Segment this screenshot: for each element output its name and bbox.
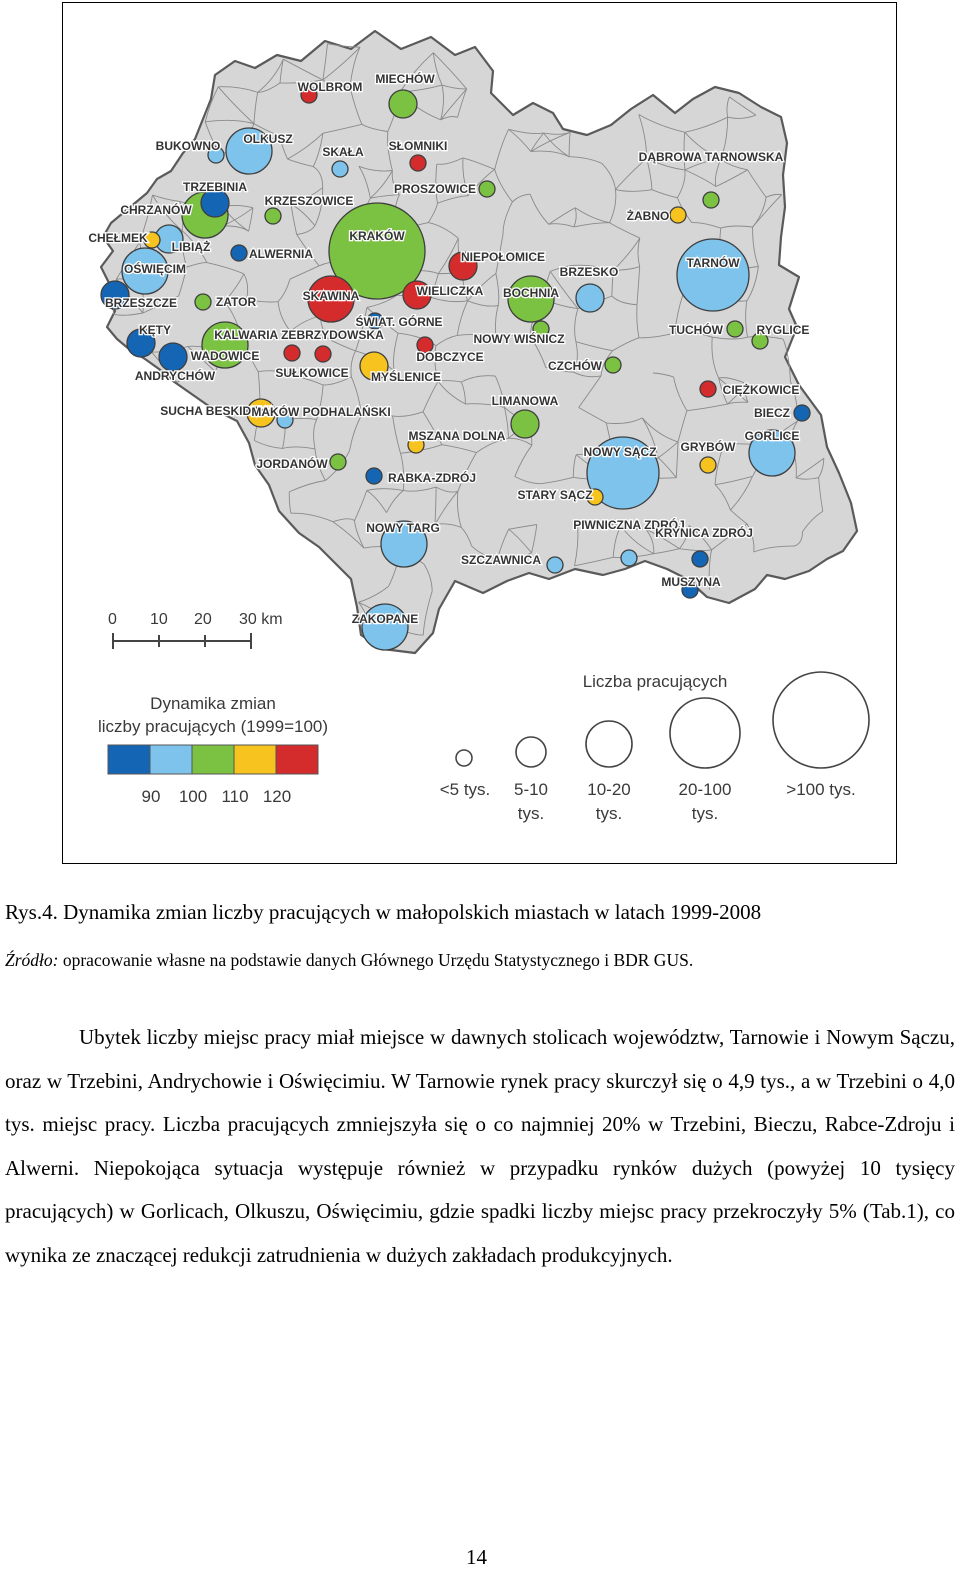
town-label: KRYNICA ZDRÓJ (655, 526, 753, 540)
town-label: MYŚLENICE (370, 370, 442, 384)
legend-size-title: Liczba pracujących (582, 672, 728, 691)
town-label: LIBIĄŻ (171, 240, 211, 254)
legend-change-swatch (234, 745, 276, 774)
town-label: PROSZOWICE (393, 182, 477, 196)
town-label: ŚWIAT. GÓRNE (355, 315, 443, 329)
town-label: OŚWIĘCIM (124, 262, 186, 276)
town-marker (605, 357, 621, 373)
town-label: KRAKÓW (349, 229, 405, 243)
town-label: DĄBROWA TARNOWSKA (638, 150, 784, 164)
town-label: GORLICE (744, 429, 800, 443)
town-label: MUSZYNA (661, 575, 721, 589)
town-label: BIECZ (754, 406, 790, 420)
town-marker (366, 468, 382, 484)
legend-change-swatch (108, 745, 150, 774)
town-marker (677, 239, 749, 311)
town-label: WADOWICE (190, 349, 260, 363)
scale-tick-label: 30 km (239, 611, 283, 628)
town-label: CIĘŻKOWICE (722, 383, 800, 397)
source-text: opracowanie własne na podstawie danych Głównego Urzędu Statystycznego i BDR GUS. (58, 950, 694, 970)
town-label: SŁOMNIKI (388, 139, 448, 153)
town-label: TRZEBINIA (183, 180, 247, 194)
town-label: ANDRYCHÓW (134, 369, 216, 383)
town-marker (700, 457, 716, 473)
town-label: MIECHÓW (375, 72, 435, 86)
town-label: CHRZANÓW (120, 203, 192, 217)
town-label: ŻABNO (626, 209, 670, 223)
town-marker (159, 343, 187, 371)
town-marker (195, 294, 211, 310)
town-label: SUŁKOWICE (275, 366, 349, 380)
legend-change-tick: 100 (178, 787, 208, 806)
figure-source (5, 950, 693, 971)
town-label: SKAWINA (302, 289, 360, 303)
town-label: ZATOR (215, 295, 257, 309)
town-label: GRYBÓW (680, 440, 736, 454)
legend-size-label: >100 tys. (786, 780, 856, 799)
town-label: TUCHÓW (669, 323, 723, 337)
town-marker (621, 550, 637, 566)
town-label: RYGLICE (756, 323, 810, 337)
town-label: TARNÓW (686, 256, 740, 270)
legend-size-label-unit: tys. (517, 804, 545, 823)
legend-change-title: Dynamika zmian (150, 694, 276, 713)
town-marker (670, 207, 686, 223)
legend-size-label: <5 tys. (439, 780, 491, 799)
town-label: SKAŁA (322, 145, 364, 159)
scale-bar (108, 611, 283, 649)
town-label: ZAKOPANE (351, 612, 419, 626)
town-marker (700, 381, 716, 397)
legend-size-label-unit: tys. (595, 804, 623, 823)
legend-size-label: 10-20 (587, 780, 631, 799)
town-marker (231, 245, 247, 261)
body-paragraph-text: Ubytek liczby miejsc pracy miał miejsce w dawnych stolicach województw, Tarnowie i Nowym Sączu, oraz w Trzebini, Andrychowie i Oświęcimiu. W Tarnowie rynek pracy skurczył się o 4,9 tys., a w Trzebini o 4,0 tys. miejsc pracy. Liczba pracujących zmniejszyła się o co najmniej 20% w Trzebini, Bieczu, Rabce-Zdroju i Alwerni. Niepokojąca sytuacja występuje również w przypadku rynków dużych (powyżej 10 tysięcy pracujących) w Gorlicach, Olkuszu, Oświęcimiu, gdzie spadki liczby miejsc pracy przekroczyły 5% (Tab.1), co wynika ze znaczącej redukcji zatrudnienia w dużych zakładach produkcyjnych. (5, 1025, 955, 1267)
scale-tick-label: 10 (150, 611, 168, 628)
legend-change-tick: 120 (262, 787, 292, 806)
town-label: SZCZAWNICA (461, 553, 541, 567)
town-label: OLKUSZ (243, 132, 293, 146)
legend-size-circle (670, 698, 740, 768)
town-label: WIELICZKA (416, 284, 484, 298)
town-marker (727, 321, 743, 337)
legend-change (98, 694, 328, 806)
legend-size-label: 5-10 (513, 780, 549, 799)
legend-size-circle (773, 672, 869, 768)
legend-change-swatch (276, 745, 318, 774)
town-label: KRZESZOWICE (264, 194, 354, 208)
town-label: LIMANOWA (491, 394, 559, 408)
map-svg (63, 3, 897, 864)
town-marker (315, 346, 331, 362)
town-label: MAKÓW PODHALAŃSKI (251, 405, 391, 419)
scale-tick-label: 20 (194, 611, 212, 628)
figure-caption: Rys.4. Dynamika zmian liczby pracujących w małopolskich miastach w latach 1999-2008 (5, 900, 762, 924)
town-label: DOBCZYCE (416, 350, 484, 364)
town-label: KĘTY (138, 323, 172, 337)
town-marker (265, 208, 281, 224)
map-figure (62, 2, 897, 864)
legend-size-circle (456, 750, 472, 766)
legend-size-label-unit: tys. (691, 804, 719, 823)
town-marker (284, 345, 300, 361)
town-label: MSZANA DOLNA (408, 429, 506, 443)
town-marker (332, 161, 348, 177)
legend-size-circle (516, 737, 546, 767)
town-label: ALWERNIA (249, 247, 313, 261)
source-label: Źródło: (5, 950, 59, 970)
town-marker (410, 155, 426, 171)
legend-change-swatch (192, 745, 234, 774)
town-marker (362, 604, 408, 650)
town-label: NOWY WIŚNICZ (473, 332, 565, 346)
scale-tick-label: 0 (108, 611, 117, 628)
legend-size-circle (586, 721, 632, 767)
legend-size (440, 672, 869, 823)
town-label: BOCHNIA (503, 286, 559, 300)
town-label: RABKA-ZDRÓJ (388, 471, 476, 485)
town-marker (576, 284, 604, 312)
town-label: BUKOWNO (155, 139, 221, 153)
town-label: BRZESZCZE (105, 296, 177, 310)
legend-change-tick: 110 (221, 787, 249, 806)
town-label: BRZESKO (559, 265, 619, 279)
town-label: STARY SĄCZ (517, 488, 593, 502)
town-marker (479, 181, 495, 197)
town-label: NOWY SĄCZ (583, 445, 657, 459)
town-marker (330, 454, 346, 470)
town-marker (794, 405, 810, 421)
legend-size-label: 20-100 (678, 780, 732, 799)
legend-change-swatch (150, 745, 192, 774)
town-label: NOWY TARG (366, 521, 440, 535)
town-label: JORDANÓW (256, 457, 328, 471)
body-paragraph (5, 1016, 955, 1277)
town-label: CHEŁMEK (88, 231, 148, 245)
town-label: KALWARIA ZEBRZYDOWSKA (214, 328, 384, 342)
town-marker (547, 557, 563, 573)
page-number: 14 (466, 1545, 487, 1569)
legend-change-tick: 90 (141, 787, 161, 806)
town-marker (692, 551, 708, 567)
town-label: CZCHÓW (548, 359, 602, 373)
town-label: NIEPOŁOMICE (460, 250, 546, 264)
town-label: PIWNICZNA ZDRÓJ (573, 518, 685, 532)
town-label: WOLBROM (297, 80, 363, 94)
town-marker (703, 192, 719, 208)
town-marker (389, 90, 417, 118)
town-marker (511, 410, 539, 438)
town-label: SUCHA BESKIDZKA (160, 404, 276, 418)
legend-change-subtitle: liczby pracujących (1999=100) (97, 717, 329, 736)
